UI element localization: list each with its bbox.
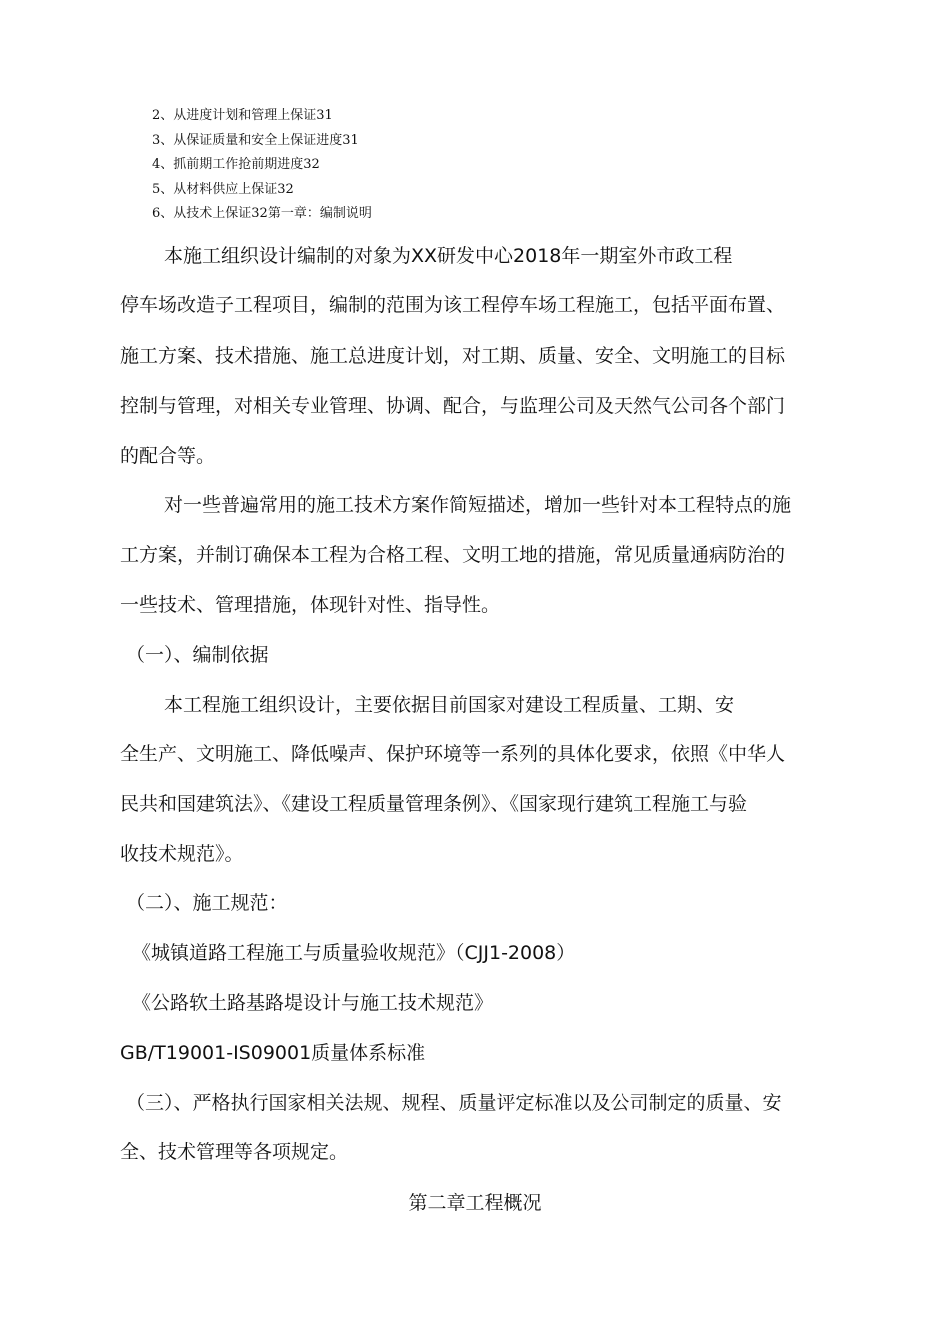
toc-entry: 5、从材料供应上保证32 <box>152 181 294 197</box>
paragraph-line: 停车场改造子工程项目，编制的范围为该工程停车场工程施工，包括平面布置、 <box>120 294 786 316</box>
toc-entry: 6、从技术上保证32第一章：编制说明 <box>152 206 372 221</box>
toc-entry: 2、从进度计划和管理上保证31 <box>152 108 333 123</box>
paragraph-line: 工方案，并制订确保本工程为合格工程、文明工地的措施，常见质量通病防治的 <box>120 544 786 566</box>
paragraph-line: 全生产、文明施工、降低噪声、保护环境等一系列的具体化要求，依照《中华人 <box>120 743 786 765</box>
chapter-title: 第二章工程概况 <box>408 1192 542 1214</box>
paragraph-line: 全、技术管理等各项规定。 <box>120 1141 349 1163</box>
section-heading: （二）、施工规范： <box>126 892 288 914</box>
toc-entry: 3、从保证质量和安全上保证进度31 <box>152 132 359 148</box>
paragraph-line: 一些技术、管理措施，体现针对性、指导性。 <box>120 594 501 616</box>
standard-item: GB/T19001-IS09001质量体系标准 <box>120 1042 426 1064</box>
paragraph-line: 施工方案、技术措施、施工总进度计划，对工期、质量、安全、文明施工的目标 <box>120 345 786 367</box>
paragraph-line: 收技术规范》。 <box>120 843 244 865</box>
section-heading: （一）、编制依据 <box>126 644 269 666</box>
table-of-contents <box>152 104 372 227</box>
standard-item: 《城镇道路工程施工与质量验收规范》（CJJ1-2008） <box>132 942 576 964</box>
toc-entry: 4、抓前期工作抢前期进度32 <box>152 157 320 172</box>
paragraph-line: 的配合等。 <box>120 445 216 467</box>
paragraph-line: 本工程施工组织设计，主要依据目前国家对建设工程质量、工期、安 <box>164 694 735 716</box>
paragraph-line: 民共和国建筑法》、《建设工程质量管理条例》、《国家现行建筑工程施工与验 <box>120 793 748 815</box>
paragraph-line: 对一些普遍常用的施工技术方案作简短描述，增加一些针对本工程特点的施 <box>164 494 792 516</box>
standard-item: 《公路软土路基路堤设计与施工技术规范》 <box>132 992 494 1014</box>
paragraph-line: 本施工组织设计编制的对象为XX研发中心2018年一期室外市政工程 <box>164 245 733 267</box>
paragraph-line: 控制与管理，对相关专业管理、协调、配合，与监理公司及天然气公司各个部门 <box>120 395 786 417</box>
section-heading: （三）、严格执行国家相关法规、规程、质量评定标准以及公司制定的质量、安 <box>126 1092 782 1114</box>
